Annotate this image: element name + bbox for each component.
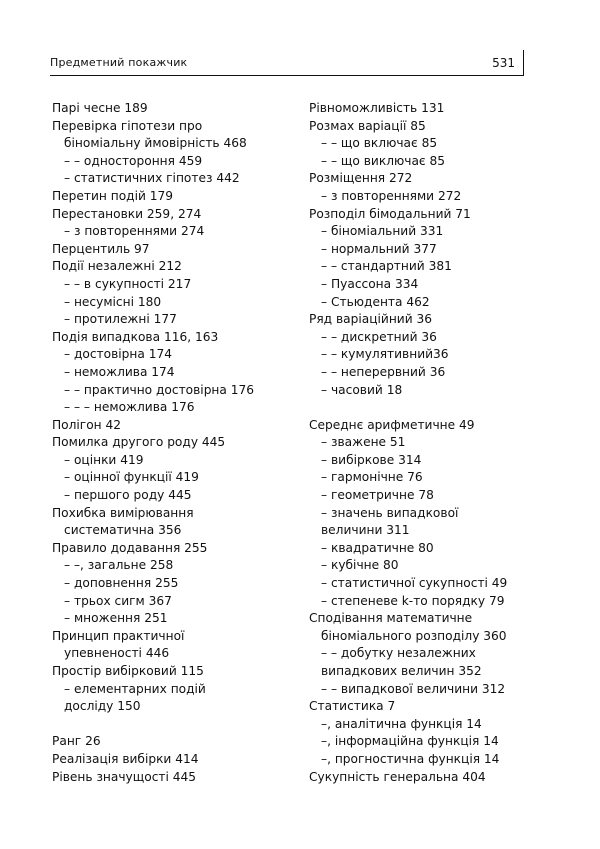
index-subentry: – – стандартний 381 (321, 259, 452, 274)
index-subentry: – зважене 51 (321, 435, 406, 450)
index-subentry: – –, загальне 258 (64, 558, 174, 573)
index-subentry: – – випадкової величини 312 (321, 681, 506, 696)
index-subentry: – – – неможлива 176 (64, 400, 195, 415)
index-subentry: – протилежні 177 (64, 312, 177, 327)
index-subentry: упевненості 446 (64, 646, 170, 661)
index-subentry: – з повтореннями 274 (64, 224, 205, 239)
index-entry: Помилка другого роду 445 (52, 435, 226, 450)
index-subentry: – – що виключає 85 (321, 153, 445, 168)
index-subentry: величини 311 (321, 523, 410, 538)
index-entry: Перестановки 259, 274 (52, 206, 202, 221)
index-subentry: – гармонічне 76 (321, 470, 423, 485)
index-entry: Середнє арифметичне 49 (309, 417, 475, 432)
index-subentry: – геометричне 78 (321, 488, 434, 503)
index-subentry: – – одностороння 459 (64, 153, 203, 168)
index-subentry: – Пуассона 334 (321, 276, 419, 291)
index-entry: Розподіл бімодальний 71 (309, 206, 471, 221)
index-entry: Подія випадкова 116, 163 (52, 329, 219, 344)
index-entry: Сукупність генеральна 404 (309, 769, 486, 784)
index-subentry: –, прогностична функція 14 (321, 751, 500, 766)
index-subentry: – трьох сигм 367 (64, 593, 172, 608)
index-subentry: біноміальну ймовірність 468 (64, 136, 247, 151)
index-subentry: – оцінки 419 (64, 452, 144, 467)
index-subentry: – несумісні 180 (64, 294, 162, 309)
index-subentry: – з повтореннями 272 (321, 188, 462, 203)
index-subentry: –, аналітична функція 14 (321, 716, 482, 731)
index-entry: Ранг 26 (52, 734, 101, 749)
index-entry: Рівноможливість 131 (309, 101, 445, 115)
section-gap (52, 716, 302, 734)
index-subentry: – часовий 18 (321, 382, 403, 397)
index-subentry: – оцінної функції 419 (64, 470, 199, 485)
index-entry: Перетин подій 179 (52, 188, 174, 203)
index-subentry: випадкових величин 352 (321, 664, 482, 678)
index-subentry: – Стьюдента 462 (321, 294, 430, 309)
index-entry: Ряд варіаційний 36 (309, 312, 433, 327)
index-entry: Події незалежні 212 (52, 259, 182, 274)
index-entry: Реалізація вибірки 414 (52, 751, 199, 766)
index-subentry: – – практично достовірна 176 (64, 382, 255, 397)
index-subentry: – – в сукупності 217 (64, 276, 192, 291)
index-subentry: –, інформаційна функція 14 (321, 734, 499, 749)
index-subentry: – – дискретний 36 (321, 329, 437, 344)
index-subentry: – кубічне 80 (321, 558, 399, 573)
running-header (50, 50, 524, 76)
index-entry: Рівень значущості 445 (52, 769, 197, 784)
index-column-right (309, 100, 559, 786)
index-subentry: – нормальний 377 (321, 241, 437, 256)
index-entry: Похибка вимірювання (52, 505, 194, 520)
index-subentry: – квадратичне 80 (321, 540, 434, 555)
index-subentry: – вибіркове 314 (321, 452, 422, 467)
index-subentry: – – кумулятивний36 (321, 347, 449, 362)
index-column-left (52, 100, 302, 786)
index-subentry: систематична 356 (64, 523, 182, 538)
index-entry: Полігон 42 (52, 417, 122, 432)
page-number: 531 (492, 56, 515, 70)
index-entry: Перцентиль 97 (52, 241, 150, 256)
section-gap (309, 399, 559, 417)
index-entry: Перевірка гіпотези про (52, 118, 203, 133)
index-subentry: – елементарних подій (64, 681, 206, 696)
index-subentry: – біноміальний 331 (321, 224, 444, 239)
index-entry: Правило додавання 255 (52, 540, 208, 555)
index-subentry: – першого роду 445 (64, 488, 192, 503)
index-subentry: досліду 150 (64, 699, 141, 714)
index-subentry: – – добутку незалежних (321, 646, 476, 661)
index-subentry: – доповнення 255 (64, 576, 179, 591)
index-subentry: – степеневе k-то порядку 79 (321, 593, 505, 608)
index-entry: Простір вибірковий 115 (52, 664, 204, 678)
header-title: Предметний покажчик (50, 56, 188, 69)
index-entry: Розмах варіації 85 (309, 118, 426, 133)
index-subentry: – – неперервний 36 (321, 364, 446, 379)
index-subentry: біноміального розподілу 360 (321, 628, 507, 643)
index-subentry: – достовірна 174 (64, 347, 172, 362)
index-subentry: – неможлива 174 (64, 364, 175, 379)
index-entry: Принцип практичної (52, 628, 185, 643)
index-entry: Сподівання математичне (309, 611, 473, 626)
index-subentry: – статистичних гіпотез 442 (64, 171, 240, 186)
index-entry: Статистика 7 (309, 699, 396, 714)
index-entry: Парі чесне 189 (52, 101, 148, 115)
index-subentry: – значень випадкової (321, 505, 459, 520)
index-entry: Розміщення 272 (309, 171, 413, 186)
index-subentry: – статистичної сукупності 49 (321, 576, 508, 591)
index-subentry: – – що включає 85 (321, 136, 438, 151)
index-subentry: – множення 251 (64, 611, 168, 626)
